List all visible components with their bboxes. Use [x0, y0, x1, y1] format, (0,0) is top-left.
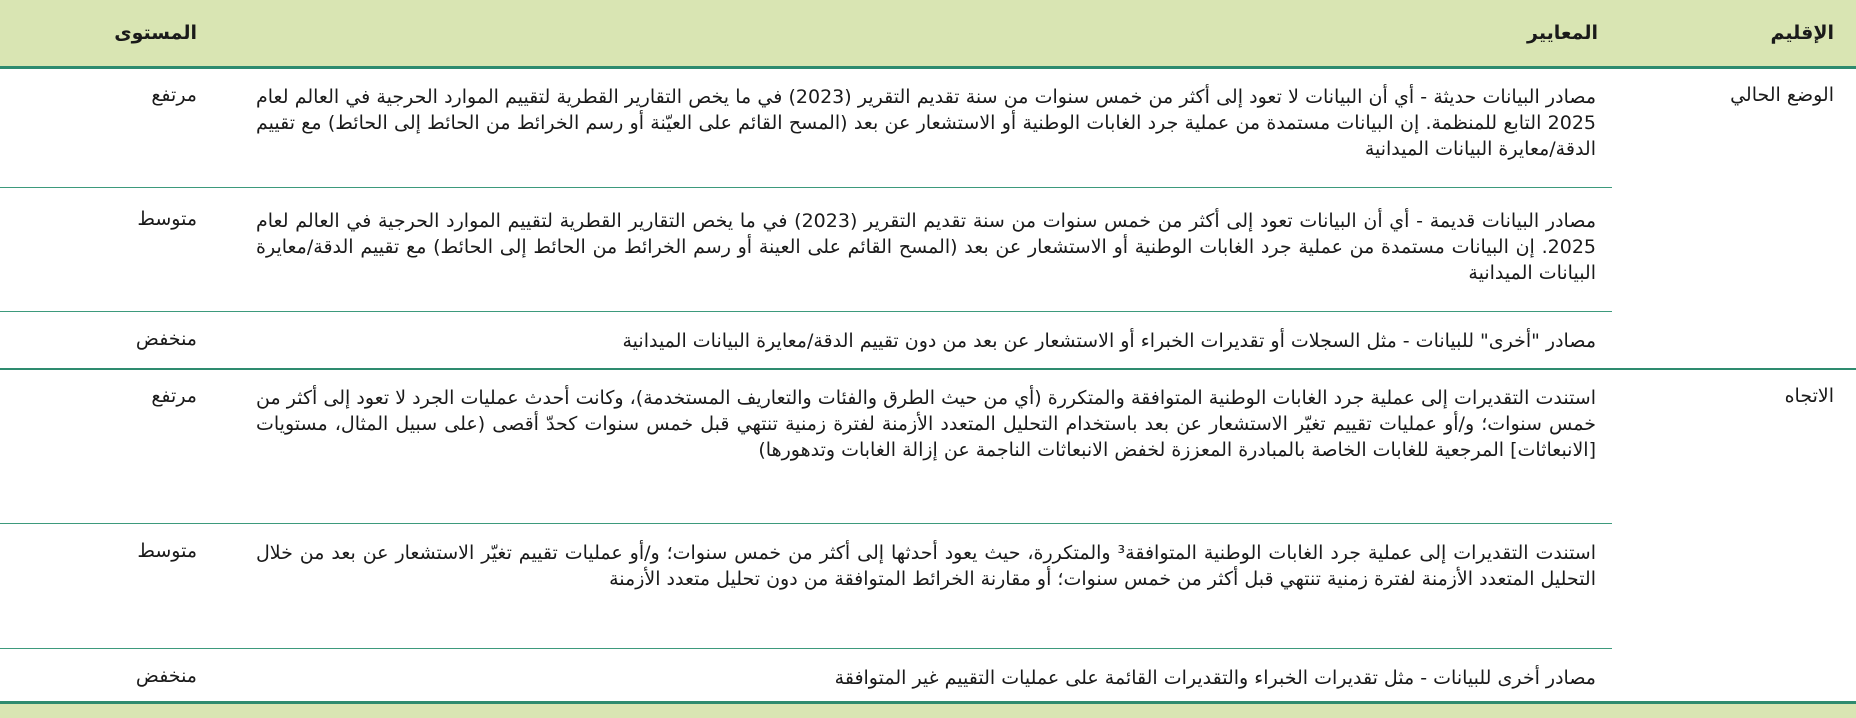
level-current-medium: متوسط — [137, 208, 197, 230]
level-current-high: مرتفع — [151, 84, 197, 106]
criteria-current-low: مصادر "أخرى" للبيانات - مثل السجلات أو تقديرات الخبراء أو الاستشعار عن بعد من دون تقييم الدقة/معايرة البيانات الميدانية — [622, 330, 1596, 352]
level-trend-high: مرتفع — [151, 385, 197, 407]
table-footer — [0, 701, 1856, 718]
criteria-trend-low: مصادر أخرى للبيانات - مثل تقديرات الخبراء والتقديرات القائمة على عمليات التقييم غير المتوافقة — [834, 667, 1596, 689]
criteria-trend-medium: استندت التقديرات إلى عملية جرد الغابات الوطنية المتوافقة³ والمتكررة، حيث يعود أحدثها إلى أكثر من خمس سنوات؛ و/أو عمليات تقييم تغيّر الاستشعار عن بعد من خلال التحليل المتعدد الأزمنة لفترة زمنية تنتهي قبل أكثر من خمس سنوات؛ أو مقارنة الخرائط المتوافقة من دون تحليل متعدد الأزمنة — [256, 542, 1597, 590]
row-divider — [0, 187, 1612, 188]
header-criteria: المعايير — [1527, 22, 1598, 44]
criteria-trend-high: استندت التقديرات إلى عملية جرد الغابات الوطنية المتوافقة والمتكررة (أي من حيث الطرق والفئات والتعاريف المستخدمة)، وكانت أحدث عمليات الجرد لا تعود إلى أكثر من خمس سنوات؛ و/أو عمليات تقييم تغيّر الاستشعار عن بعد باستخدام التحليل المتعدد الأزمنة لفترة زمنية تنتهي قبل خمس سنوات كحدّ أقصى (على سبيل المثال، مستويات [الانبعاثات] المرجعية للغابات الخاصة بالمبادرة المعززة لخفض الانبعاثات الناجمة عن إزالة الغابات وتدهورها) — [256, 387, 1596, 461]
row-divider — [0, 523, 1612, 524]
region-current-status: الوضع الحالي — [1730, 84, 1834, 106]
criteria-current-medium: مصادر البيانات قديمة - أي أن البيانات تعود إلى أكثر من خمس سنوات من سنة تقديم التقرير (2023) في ما يخص التقارير القطرية لتقييم الموارد الحرجية في العالم لعام 2025. إن البيانات مستمدة من عملية جرد الغابات الوطنية أو الاستشعار عن بعد (المسح القائم على العينة أو رسم الخرائط من الحائط إلى الحائط) مع تقييم الدقة/معايرة البيانات الميدانية — [256, 210, 1596, 284]
section-divider — [0, 368, 1856, 370]
header-level: المستوى — [114, 22, 197, 44]
row-divider — [0, 311, 1612, 312]
level-trend-medium: متوسط — [137, 540, 197, 562]
row-divider — [0, 648, 1612, 649]
table-header — [0, 0, 1856, 69]
header-region: الإقليم — [1770, 22, 1834, 44]
criteria-current-high: مصادر البيانات حديثة - أي أن البيانات لا تعود إلى أكثر من خمس سنوات من سنة تقديم التقرير (2023) في ما يخص التقارير القطرية لتقييم الموارد الحرجية في العالم لعام 2025 التابع للمنظمة. إن البيانات مستمدة من عملية جرد الغابات الوطنية أو الاستشعار عن بعد (المسح القائم على العيّنة أو رسم الخرائط من الحائط إلى الحائط) مع تقييم الدقة/معايرة البيانات الميدانية — [256, 86, 1597, 160]
level-current-low: منخفض — [135, 328, 197, 350]
level-trend-low: منخفض — [135, 665, 197, 687]
region-trend: الاتجاه — [1784, 385, 1834, 407]
